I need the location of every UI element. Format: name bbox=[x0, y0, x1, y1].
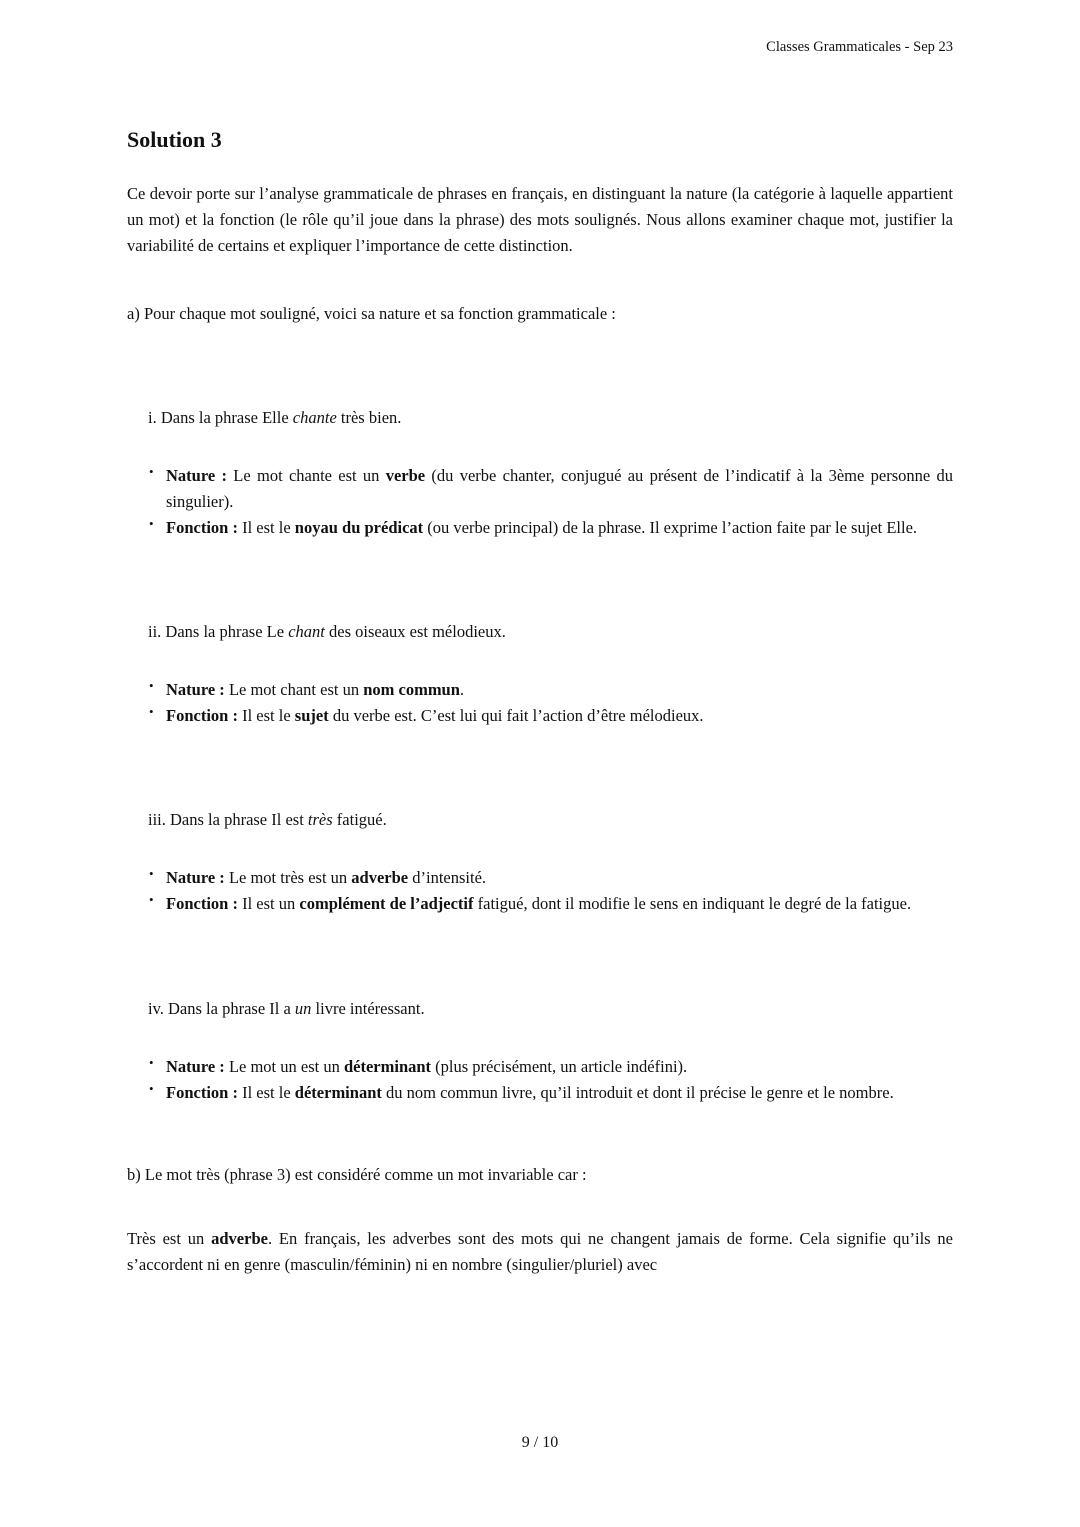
text-run: nom commun bbox=[363, 680, 460, 700]
text-run: complément de l’adjectif bbox=[299, 894, 474, 914]
analysis-item bbox=[127, 996, 953, 1106]
text-run: Le mot très est un bbox=[224, 868, 352, 888]
bullet-text bbox=[166, 1080, 953, 1106]
analysis-item bbox=[127, 405, 953, 541]
text-run: (ou verbe principal) de la phrase. Il exprime l’action faite par le sujet Elle. bbox=[423, 518, 918, 538]
text-run: verbe bbox=[385, 465, 426, 485]
bullet-item bbox=[127, 865, 953, 891]
text-run: Nature : bbox=[166, 680, 225, 700]
text-run: Le mot un est un bbox=[224, 1056, 344, 1076]
text-run: fatigué, dont il modifie le sens en indiquant le degré de la fatigue. bbox=[473, 894, 912, 914]
bullet-dot: • bbox=[149, 892, 154, 908]
text-run: adverbe bbox=[351, 868, 409, 888]
text-run: Fonction : bbox=[166, 894, 238, 914]
bullet-dot: • bbox=[149, 1080, 154, 1096]
text-run: du verbe est. C’est lui qui fait l’action d’être mélodieux. bbox=[328, 706, 704, 726]
bullet-dot: • bbox=[149, 463, 154, 479]
text-run: déterminant bbox=[343, 1056, 432, 1076]
text-run: adverbe bbox=[211, 1228, 268, 1248]
bullet-text bbox=[166, 891, 953, 917]
item-bullets bbox=[127, 1054, 953, 1106]
bullet-text bbox=[166, 515, 953, 541]
bullet-dot: • bbox=[149, 1054, 154, 1070]
bullet-item bbox=[127, 1054, 953, 1080]
section-b-paragraph bbox=[127, 1226, 953, 1278]
text-run: . En français, les adverbes sont des mots qui ne changent jamais de forme. Cela signifie qu’ils ne s’accordent ni en genre (masculin/féminin) ni en nombre (singulier/pluriel) avec bbox=[127, 1228, 953, 1274]
text-run: Il est un bbox=[237, 894, 300, 914]
bullet-item bbox=[127, 891, 953, 917]
text-run: . bbox=[459, 680, 465, 700]
text-run: iv. Dans la phrase Il a bbox=[148, 998, 295, 1018]
bullet-item bbox=[127, 703, 953, 729]
text-run: chant bbox=[288, 622, 325, 642]
text-run: très bbox=[307, 810, 333, 830]
bullet-dot: • bbox=[149, 704, 154, 720]
text-run: ii. Dans la phrase Le bbox=[148, 622, 289, 642]
text-run: Nature : bbox=[166, 1056, 225, 1076]
text-run: chante bbox=[292, 407, 337, 427]
bullet-text bbox=[166, 463, 953, 515]
text-run: livre intéressant. bbox=[311, 998, 425, 1018]
bullet-item bbox=[127, 463, 953, 515]
intro-paragraph: Ce devoir porte sur l’analyse grammaticale de phrases en français, en distinguant la nature (la catégorie à laquelle appartient un mot) et la fonction (le rôle qu’il joue dans la phrase) des mots soulignés. Nous allons examiner chaque mot, justifier la variabilité de certains et expliquer l’importance de cette distinction. bbox=[127, 183, 953, 255]
text-run: Nature : bbox=[166, 868, 225, 888]
text-run: fatigué. bbox=[332, 810, 387, 830]
bullet-item bbox=[127, 677, 953, 703]
item-bullets bbox=[127, 463, 953, 541]
item-heading bbox=[127, 807, 953, 833]
text-run: Nature : bbox=[166, 465, 227, 485]
bullet-dot: • bbox=[149, 516, 154, 532]
bullet-item bbox=[127, 515, 953, 541]
text-run: (du verbe chanter, conjugué au présent de l’indicatif à la 3ème personne du singulier). bbox=[166, 465, 953, 512]
bullet-item bbox=[127, 1080, 953, 1106]
text-run: déterminant bbox=[294, 1082, 382, 1102]
page-header: Classes Grammaticales - Sep 23 bbox=[766, 39, 953, 55]
bullet-dot: • bbox=[149, 866, 154, 882]
item-bullets bbox=[127, 677, 953, 729]
text-run: Le mot chant est un bbox=[224, 680, 364, 700]
analysis-item bbox=[127, 807, 953, 917]
item-bullets bbox=[127, 865, 953, 917]
bullet-text bbox=[166, 1054, 953, 1080]
text-run: du nom commun livre, qu’il introduit et dont il précise le genre et le nombre. bbox=[381, 1082, 894, 1102]
text-run: Fonction : bbox=[166, 706, 238, 726]
analysis-item bbox=[127, 619, 953, 729]
bullet-text bbox=[166, 677, 953, 703]
bullet-text bbox=[166, 703, 953, 729]
section-b-lead: b) Le mot très (phrase 3) est considéré comme un mot invariable car : bbox=[127, 1164, 587, 1184]
text-run: noyau du prédicat bbox=[294, 518, 424, 538]
text-run: (plus précisément, un article indéfini). bbox=[431, 1056, 688, 1076]
text-run: sujet bbox=[294, 706, 329, 726]
section-a-items bbox=[127, 405, 953, 1106]
text-run: Il est le bbox=[237, 706, 295, 726]
text-run: d’intensité. bbox=[408, 868, 487, 888]
bullet-dot: • bbox=[149, 678, 154, 694]
item-heading bbox=[127, 996, 953, 1022]
text-run: Il est le bbox=[237, 1082, 295, 1102]
section-a-lead: a) Pour chaque mot souligné, voici sa nature et sa fonction grammaticale : bbox=[127, 303, 616, 323]
text-run: très bien. bbox=[336, 407, 402, 427]
page-title: Solution 3 bbox=[127, 126, 222, 152]
item-heading bbox=[127, 619, 953, 645]
text-run: des oiseaux est mélodieux. bbox=[324, 622, 506, 642]
text-run: iii. Dans la phrase Il est bbox=[148, 810, 308, 830]
item-heading bbox=[127, 405, 953, 431]
page-number: 9 / 10 bbox=[521, 1433, 559, 1451]
bullet-text bbox=[166, 865, 953, 891]
text-run: i. Dans la phrase Elle bbox=[148, 407, 293, 427]
text-run: Il est le bbox=[237, 518, 295, 538]
text-run: Très est un bbox=[127, 1228, 212, 1248]
text-run: Fonction : bbox=[166, 518, 238, 538]
text-run: Le mot chante est un bbox=[226, 465, 386, 485]
text-run: un bbox=[294, 998, 312, 1018]
text-run: Fonction : bbox=[166, 1082, 238, 1102]
